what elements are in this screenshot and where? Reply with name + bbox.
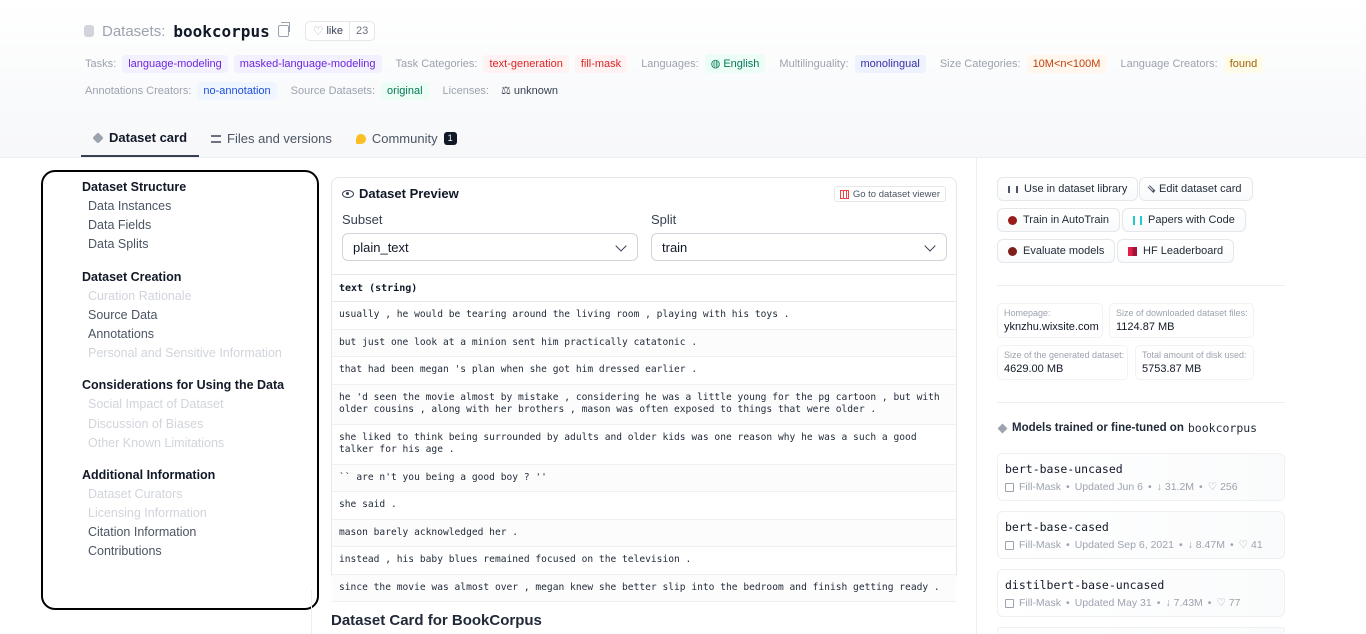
code-icon	[1008, 186, 1018, 193]
fill-mask-icon	[1005, 541, 1014, 550]
community-count-badge: 1	[444, 132, 457, 145]
model-card[interactable]	[997, 511, 1285, 559]
table-row[interactable]: she liked to think being surrounded by adults and older kids was one reason why he was a such a good talker for his age .	[332, 425, 956, 465]
model-task: Fill-Mask	[1019, 481, 1061, 493]
table-row[interactable]: that had been megan 's plan when she got him dressed earlier .	[332, 357, 956, 385]
tag-task-category[interactable]: text-generation	[483, 55, 568, 73]
button-label: HF Leaderboard	[1143, 245, 1224, 257]
autotrain-icon	[1008, 216, 1017, 225]
license-icon: ⚖	[501, 85, 514, 97]
models-heading	[999, 421, 1257, 435]
table-body	[332, 302, 956, 602]
chevron-down-icon	[615, 240, 626, 251]
table-row[interactable]: mason barely acknowledged her .	[332, 520, 956, 548]
leaderboard-icon	[1128, 247, 1137, 256]
model-likes: ♡ 256	[1207, 481, 1238, 493]
generated-size-box	[997, 345, 1128, 380]
tag-task[interactable]: language-modeling	[122, 55, 228, 73]
tag-multilinguality[interactable]: monolingual	[855, 55, 926, 73]
like-button[interactable]	[305, 21, 376, 41]
model-meta: Fill-Mask • Updated Sep 6, 2021 • ↓ 8.47M • ♡ 41	[1005, 539, 1263, 551]
table-row[interactable]: usually , he would be tearing around the living room , playing with his toys .	[332, 302, 956, 330]
downloaded-size-value: 1124.87 MB	[1116, 321, 1175, 333]
model-likes: ♡ 41	[1238, 539, 1263, 551]
split-value: train	[662, 239, 688, 255]
divider	[997, 285, 1285, 286]
tag-task[interactable]: masked-language-modeling	[234, 55, 382, 73]
tag-size[interactable]: 10M<n<100M	[1027, 55, 1107, 73]
tasks-label: Tasks:	[85, 57, 117, 70]
language-value: English	[723, 58, 760, 70]
grid-icon	[840, 190, 849, 199]
toc-item[interactable]: Contributions	[88, 544, 162, 559]
split-label: Split	[651, 212, 677, 227]
model-card[interactable]	[997, 627, 1285, 634]
eye-icon	[342, 190, 354, 198]
heart-icon: ♡	[312, 24, 324, 38]
tag-source[interactable]: original	[381, 82, 428, 100]
model-task: Fill-Mask	[1019, 597, 1061, 609]
toc-item[interactable]: Citation Information	[88, 525, 197, 540]
like-count[interactable]: 23	[349, 22, 374, 40]
button-label: Train in AutoTrain	[1023, 214, 1110, 226]
title-prefix[interactable]: Datasets:	[102, 22, 166, 40]
table-row[interactable]: but just one look at a minion sent him practically catatonic .	[332, 330, 956, 358]
split-select[interactable]	[651, 233, 947, 261]
community-icon	[356, 134, 366, 144]
viewer-button-label: Go to dataset viewer	[852, 188, 940, 200]
homepage-label: Homepage:	[1004, 308, 1051, 318]
homepage-link[interactable]: yknzhu.wixsite.com	[1004, 321, 1099, 333]
tab-label: Dataset card	[109, 130, 188, 145]
preview-title: Dataset Preview	[359, 186, 459, 201]
license-value: unknown	[513, 85, 558, 97]
model-downloads: ↓ 31.2M	[1156, 481, 1195, 493]
model-updated: Updated Jun 6	[1074, 481, 1143, 493]
model-updated: Updated May 31	[1074, 597, 1152, 609]
use-in-library-button[interactable]	[997, 177, 1138, 201]
button-label: Use in dataset library	[1024, 183, 1128, 195]
toc-item[interactable]: Data Splits	[88, 237, 149, 252]
tab-files-and-versions[interactable]	[199, 120, 344, 157]
toc-item[interactable]: Licensing Information	[88, 506, 207, 521]
like-label: like	[326, 25, 343, 37]
preview-heading	[342, 186, 459, 201]
tag-language[interactable]	[705, 54, 766, 73]
tab-community[interactable]	[344, 120, 469, 157]
button-label: Edit dataset card	[1159, 183, 1242, 195]
button-label: Papers with Code	[1148, 214, 1235, 226]
model-meta: Fill-Mask • Updated May 31 • ↓ 7.43M • ♡ 77	[1005, 597, 1241, 609]
model-updated: Updated Sep 6, 2021	[1074, 539, 1174, 551]
toc-item[interactable]: Curation Rationale	[88, 288, 192, 303]
dataset-tabs	[81, 120, 469, 157]
model-name: bert-base-cased	[1005, 520, 1109, 534]
generated-size-value: 4629.00 MB	[1004, 363, 1064, 375]
model-card[interactable]	[997, 569, 1285, 617]
disk-used-value: 5753.87 MB	[1142, 363, 1202, 375]
hf-leaderboard-button[interactable]	[1117, 239, 1234, 263]
toc-section[interactable]: Additional Information	[82, 467, 216, 482]
size-categories-label: Size Categories:	[939, 57, 1021, 70]
divider	[311, 590, 312, 634]
fill-mask-icon	[1005, 599, 1014, 608]
models-heading-dataset: bookcorpus	[1187, 421, 1258, 435]
model-task: Fill-Mask	[1019, 539, 1061, 551]
files-icon	[211, 135, 221, 143]
cube-icon	[92, 132, 103, 143]
papers-with-code-icon	[1133, 216, 1142, 225]
subset-value: plain_text	[353, 239, 409, 255]
edit-card-button[interactable]	[1139, 177, 1253, 201]
source-label: Source Datasets:	[290, 84, 376, 97]
disk-used-label: Total amount of disk used:	[1142, 350, 1247, 360]
model-name: distilbert-base-uncased	[1005, 578, 1165, 592]
table-row[interactable]: he 'd seen the movie almost by mistake , considering he was a little young for the pg cartoon , but with older cousins , along with her brothers , mason was often exposed to things that were older .	[332, 385, 956, 425]
divider	[997, 402, 1285, 403]
evaluate-models-button[interactable]	[997, 239, 1115, 263]
tags-row-2	[85, 81, 570, 100]
toc-item[interactable]: Discussion of Biases	[88, 416, 204, 431]
licenses-label: Licenses:	[442, 84, 489, 97]
column-header[interactable]: text (string)	[332, 275, 956, 302]
tag-task-category[interactable]: fill-mask	[575, 55, 627, 73]
chevron-down-icon	[924, 240, 935, 251]
toc-item[interactable]: Annotations	[88, 326, 155, 341]
copy-icon[interactable]	[278, 25, 289, 37]
task-categories-label: Task Categories:	[395, 57, 478, 70]
table-of-contents	[82, 178, 312, 562]
tab-label: Files and versions	[227, 131, 332, 146]
toc-section[interactable]: Dataset Structure	[82, 180, 187, 194]
toc-item[interactable]: Social Impact of Dataset	[88, 397, 224, 412]
cube-icon	[998, 423, 1008, 433]
subset-label: Subset	[342, 212, 383, 227]
tags-row-1	[85, 54, 1269, 73]
database-icon	[84, 25, 94, 37]
papers-with-code-button[interactable]	[1122, 208, 1246, 232]
table-row[interactable]: she said .	[332, 492, 956, 520]
preview-table	[332, 274, 956, 602]
model-downloads: ↓ 8.47M	[1187, 539, 1225, 551]
go-to-viewer-button[interactable]	[834, 186, 946, 202]
subset-select[interactable]	[342, 233, 638, 261]
fill-mask-icon	[1005, 483, 1014, 492]
train-autotrain-button[interactable]	[997, 208, 1120, 232]
dataset-preview-panel	[331, 177, 957, 593]
multilinguality-label: Multilinguality:	[779, 57, 849, 70]
model-meta: Fill-Mask • Updated Jun 6 • ↓ 31.2M • ♡ 256	[1005, 481, 1238, 493]
dataset-card-title: Dataset Card for BookCorpus	[331, 612, 542, 629]
model-downloads: ↓ 7.43M	[1165, 597, 1203, 609]
toc-item[interactable]: Personal and Sensitive Information	[88, 346, 282, 361]
tab-dataset-card[interactable]	[81, 120, 199, 157]
divider	[976, 158, 977, 634]
tag-language-creators[interactable]: found	[1224, 55, 1264, 73]
pencil-icon	[1148, 185, 1156, 193]
model-likes: ♡ 77	[1216, 597, 1241, 609]
disk-used-box	[1135, 345, 1254, 380]
toc-section[interactable]: Considerations for Using the Data	[82, 378, 285, 393]
table-row[interactable]: `` are n't you being a good boy ? ''	[332, 465, 956, 493]
toc-item[interactable]: Other Known Limitations	[88, 435, 225, 450]
table-row[interactable]: instead , his baby blues remained focused on the television .	[332, 547, 956, 575]
downloaded-size-box	[1109, 303, 1254, 338]
tag-annotations[interactable]: no-annotation	[197, 82, 276, 100]
homepage-box	[997, 303, 1103, 338]
tag-license[interactable]	[495, 81, 564, 100]
table-row[interactable]: since the movie was almost over , megan knew she better slip into the bedroom and finish getting ready .	[332, 575, 956, 603]
model-name: bert-base-uncased	[1005, 462, 1123, 476]
evaluate-icon	[1008, 247, 1017, 256]
generated-size-label: Size of the generated dataset:	[1004, 350, 1125, 360]
toc-item[interactable]: Data Fields	[88, 218, 152, 233]
tab-label: Community	[371, 131, 438, 146]
toc-item[interactable]: Source Data	[88, 307, 158, 322]
languages-label: Languages:	[641, 57, 699, 70]
dataset-name[interactable]: bookcorpus	[173, 21, 270, 41]
downloaded-size-label: Size of downloaded dataset files:	[1116, 308, 1248, 318]
annotations-label: Annotations Creators:	[85, 84, 192, 97]
toc-section[interactable]: Dataset Creation	[82, 269, 182, 284]
globe-icon: ◍	[710, 58, 724, 70]
button-label: Evaluate models	[1023, 245, 1105, 257]
toc-item[interactable]: Data Instances	[88, 199, 172, 213]
models-heading-text: Models trained or fine-tuned on	[1012, 422, 1184, 434]
language-creators-label: Language Creators:	[1120, 57, 1218, 70]
toc-item[interactable]: Dataset Curators	[88, 486, 183, 501]
dataset-title-row	[84, 18, 375, 44]
model-card[interactable]	[997, 453, 1285, 501]
